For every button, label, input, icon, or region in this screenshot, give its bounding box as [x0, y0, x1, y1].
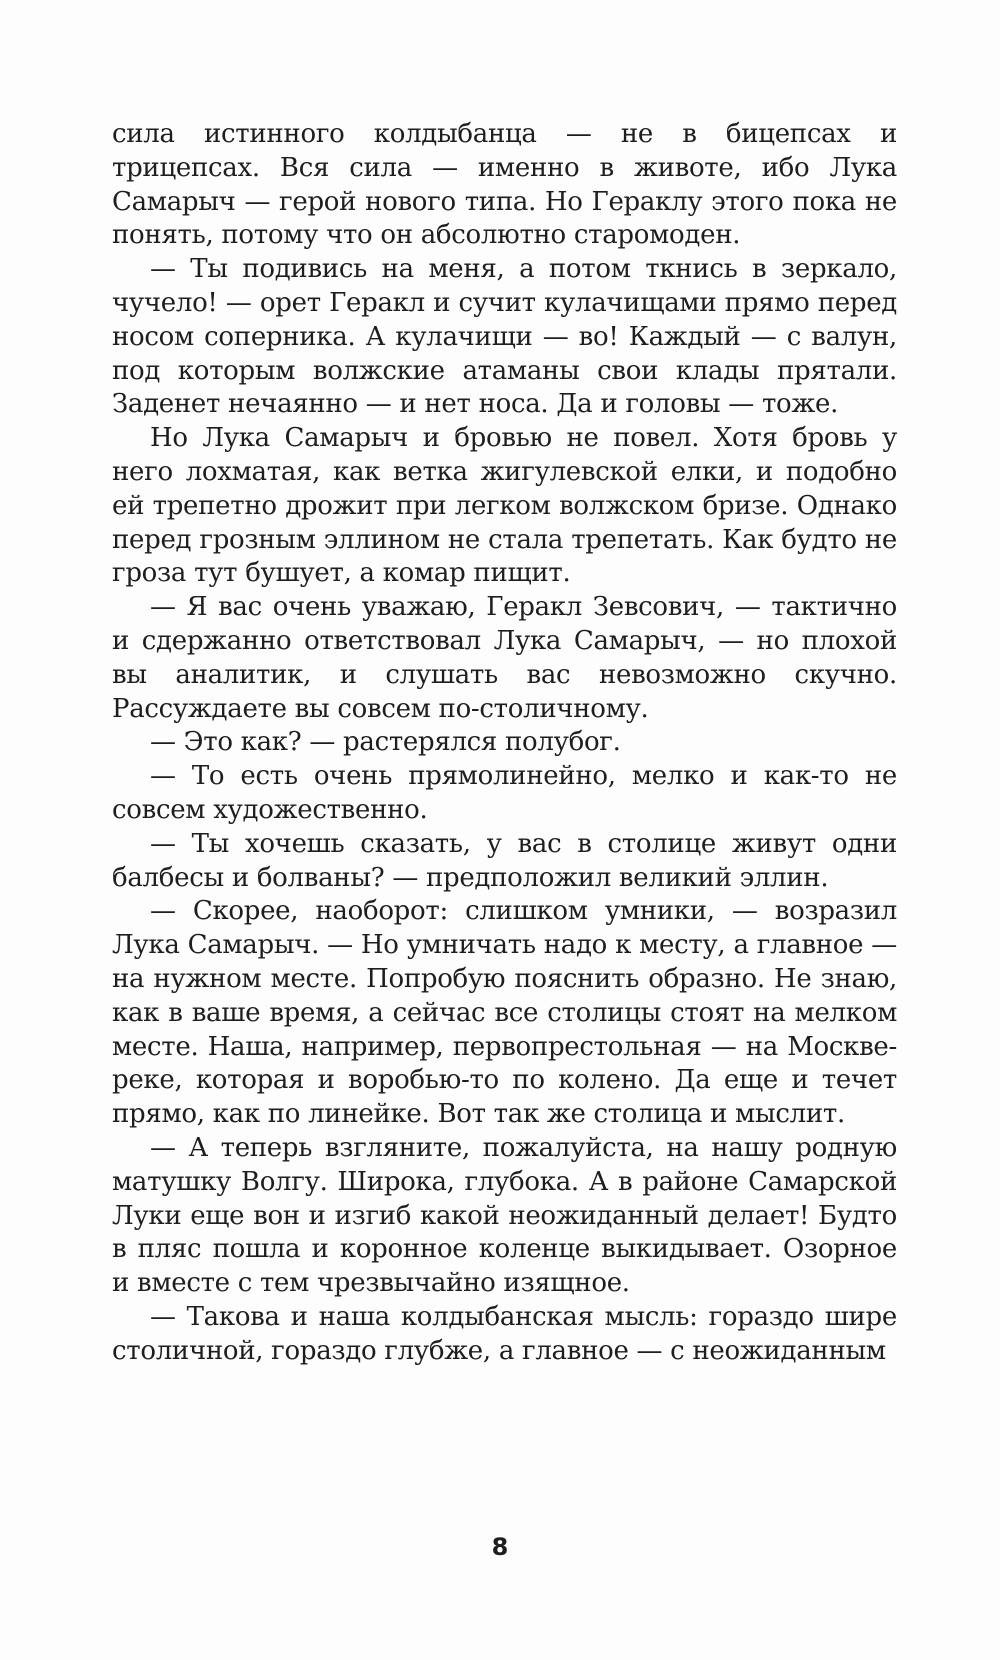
paragraph: — Такова и наша колдыбанская мысль: гораздо шире столичной, гораздо глубже, а главное — с неожиданным: [112, 1301, 897, 1366]
paragraph: — Я вас очень уважаю, Геракл Зевсович, — тактично и сдержанно ответствовал Лука Самарыч, — но плохой вы аналитик, и слушать вас невозможно скучно. Рассуждаете вы совсем по-столичному.: [112, 592, 897, 724]
paragraph: сила истинного колдыбанца — не в бицепсах и трицепсах. Вся сила — именно в животе, ибо Лука Самарыч — герой нового типа. Но Гераклу этого пока не понять, потому что он абсолютно старомоден.: [112, 119, 897, 251]
page-number: 8: [491, 1533, 509, 1561]
body-text: [112, 118, 897, 1368]
paragraph: — Скорее, наоборот: слишком умники, — возразил Лука Самарыч. — Но умничать надо к месту, а главное — на нужном месте. Попробую пояснить образно. Не знаю, как в ваше время, а сейчас все столицы стоят на мелком месте. Наша, например, первопрестольная — на Москве-реке, которая и воробью-то по колено. Да еще и течет прямо, как по линейке. Вот так же столица и мыслит.: [112, 896, 897, 1130]
paragraph: — Ты подивись на меня, а потом ткнись в зеркало, чучело! — орет Геракл и сучит кулачищами прямо перед носом соперника. А кулачищи — во! Каждый — с валун, под которым волжские атаманы свои клады прятали. Заденет нечаянно — и нет носа. Да и головы — тоже.: [112, 254, 897, 420]
paragraph: — Ты хочешь сказать, у вас в столице живут одни балбесы и болваны? — предположил великий эллин.: [112, 828, 897, 893]
paragraph: Но Лука Самарыч и бровью не повел. Хотя бровь у него лохматая, как ветка жигулевской елки, и подобно ей трепетно дрожит при легком волжском бризе. Однако перед грозным эллином не стала трепетать. Как будто не гроза тут бушует, а комар пищит.: [112, 423, 897, 589]
paragraph: — А теперь взгляните, пожалуйста, на нашу родную матушку Волгу. Широка, глубока. А в районе Самарской Луки еще вон и изгиб какой неожиданный делает! Будто в пляс пошла и коронное коленце выкидывает. Озорное и вместе с тем чрезвычайно изящное.: [112, 1132, 897, 1299]
paragraph: — То есть очень прямолинейно, мелко и как-то не совсем художественно.: [112, 761, 897, 825]
paragraph: — Это как? — растерялся полубог.: [150, 727, 621, 758]
